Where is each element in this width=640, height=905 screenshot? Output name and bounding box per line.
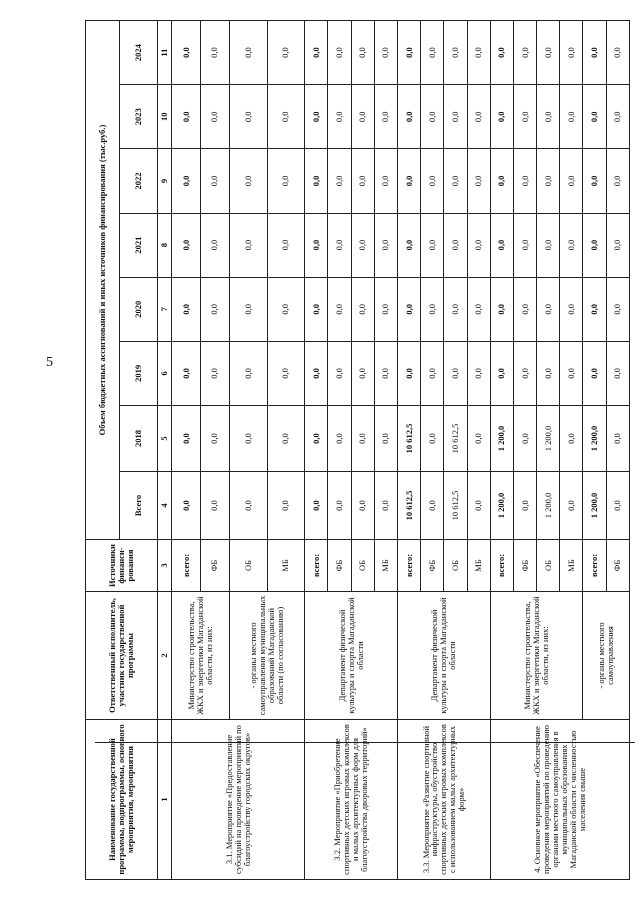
value-cell: 0,0 — [444, 149, 467, 213]
source-cell: всего: — [305, 540, 328, 592]
value-cell: 0,0 — [351, 472, 374, 540]
value-cell: 1 200,0 — [583, 406, 606, 472]
column-number-row — [158, 21, 172, 880]
header-year: 2020 — [120, 277, 158, 341]
executor-cell: - органы местного самоуправления — [583, 592, 630, 720]
column-number: 4 — [158, 472, 172, 540]
funding-table — [85, 20, 630, 880]
executor-cell: Департамент физической культуры и спорта Магаданской области — [305, 592, 398, 720]
source-cell: МБ — [560, 540, 583, 592]
value-cell: 0,0 — [490, 341, 513, 405]
header-year: 2023 — [120, 85, 158, 149]
value-cell: 0,0 — [172, 149, 201, 213]
activity-name: 3.2. Мероприятие «Приобретение спортивных детских игровых комплексов и малых архитектурных форм для благоустройства дворовых территорий» — [305, 720, 398, 880]
header-executor: Ответственный исполнитель, участник государственной программы — [86, 592, 158, 720]
executor-cell: Министерство строительства, ЖКХ и энергетики Магаданской области, из них: — [490, 592, 583, 720]
value-cell: 0,0 — [172, 472, 201, 540]
value-cell: 0,0 — [397, 85, 420, 149]
value-cell: 0,0 — [374, 21, 397, 85]
value-cell: 0,0 — [583, 213, 606, 277]
value-cell: 0,0 — [583, 149, 606, 213]
value-cell: 10 612,5 — [444, 472, 467, 540]
column-number: 2 — [158, 592, 172, 720]
activity-name: 3.1. Мероприятие «Предоставление субсидий на проведение мероприятий по благоустройству городских округов» — [172, 720, 305, 880]
value-cell: 0,0 — [229, 213, 267, 277]
value-cell: 0,0 — [606, 21, 629, 85]
value-cell: 0,0 — [421, 85, 444, 149]
value-cell: 0,0 — [328, 213, 351, 277]
value-cell: 0,0 — [467, 213, 490, 277]
value-cell: 0,0 — [560, 21, 583, 85]
value-cell: 0,0 — [328, 21, 351, 85]
activity-name: 3.3. Мероприятие «Развитие спортивной инфраструктуры, обустройство спортивных детских игровых комплексов с использованием малых архитектурных форм» — [397, 720, 490, 880]
value-cell: 0,0 — [200, 149, 229, 213]
value-cell: 0,0 — [421, 406, 444, 472]
value-cell: 0,0 — [267, 406, 305, 472]
value-cell: 0,0 — [537, 85, 560, 149]
value-cell: 0,0 — [583, 85, 606, 149]
value-cell: 10 612,5 — [444, 406, 467, 472]
value-cell: 10 612,5 — [397, 406, 420, 472]
column-number: 8 — [158, 213, 172, 277]
value-cell: 0,0 — [397, 277, 420, 341]
value-cell: 0,0 — [267, 213, 305, 277]
value-cell: 0,0 — [351, 21, 374, 85]
source-cell: всего: — [583, 540, 606, 592]
source-cell: ФБ — [200, 540, 229, 592]
value-cell: 0,0 — [513, 85, 536, 149]
value-cell: 0,0 — [172, 85, 201, 149]
value-cell: 0,0 — [328, 85, 351, 149]
value-cell: 0,0 — [560, 213, 583, 277]
value-cell: 0,0 — [351, 277, 374, 341]
source-cell: ФБ — [606, 540, 629, 592]
value-cell: 0,0 — [200, 472, 229, 540]
value-cell: 0,0 — [606, 472, 629, 540]
source-cell: ОБ — [229, 540, 267, 592]
value-cell: 0,0 — [490, 277, 513, 341]
value-cell: 0,0 — [513, 341, 536, 405]
value-cell: 1 200,0 — [490, 472, 513, 540]
value-cell: 1 200,0 — [537, 472, 560, 540]
rotated-table-wrapper — [85, 20, 630, 880]
value-cell: 0,0 — [305, 277, 328, 341]
value-cell: 0,0 — [200, 406, 229, 472]
source-cell: ОБ — [537, 540, 560, 592]
source-cell: МБ — [374, 540, 397, 592]
table-row — [305, 21, 328, 880]
value-cell: 0,0 — [421, 341, 444, 405]
value-cell: 0,0 — [172, 341, 201, 405]
source-cell: всего: — [397, 540, 420, 592]
value-cell: 0,0 — [200, 277, 229, 341]
value-cell: 0,0 — [467, 406, 490, 472]
value-cell: 0,0 — [490, 85, 513, 149]
header-total: Всего — [120, 472, 158, 540]
value-cell: 0,0 — [606, 277, 629, 341]
header-year: 2019 — [120, 341, 158, 405]
value-cell: 0,0 — [305, 149, 328, 213]
source-cell: ОБ — [351, 540, 374, 592]
value-cell: 0,0 — [397, 149, 420, 213]
value-cell: 0,0 — [606, 406, 629, 472]
value-cell: 0,0 — [328, 277, 351, 341]
column-number: 9 — [158, 149, 172, 213]
value-cell: 0,0 — [490, 213, 513, 277]
header-year: 2018 — [120, 406, 158, 472]
column-number: 1 — [158, 720, 172, 880]
value-cell: 0,0 — [328, 406, 351, 472]
value-cell: 0,0 — [305, 406, 328, 472]
column-number: 6 — [158, 341, 172, 405]
value-cell: 0,0 — [467, 149, 490, 213]
value-cell: 0,0 — [444, 213, 467, 277]
value-cell: 0,0 — [606, 213, 629, 277]
value-cell: 0,0 — [374, 277, 397, 341]
value-cell: 0,0 — [490, 21, 513, 85]
value-cell: 0,0 — [229, 85, 267, 149]
value-cell: 0,0 — [267, 149, 305, 213]
source-cell: МБ — [267, 540, 305, 592]
source-cell: ФБ — [328, 540, 351, 592]
value-cell: 0,0 — [537, 341, 560, 405]
value-cell: 0,0 — [513, 21, 536, 85]
executor-cell: - органы местного самоуправления муниципальных образований Магаданской области (по согласованию) — [229, 592, 304, 720]
column-number: 11 — [158, 21, 172, 85]
value-cell: 0,0 — [606, 85, 629, 149]
value-cell: 0,0 — [421, 213, 444, 277]
value-cell: 0,0 — [560, 85, 583, 149]
value-cell: 0,0 — [200, 213, 229, 277]
value-cell: 0,0 — [583, 21, 606, 85]
value-cell: 0,0 — [537, 149, 560, 213]
value-cell: 0,0 — [305, 85, 328, 149]
header-year: 2021 — [120, 213, 158, 277]
value-cell: 0,0 — [444, 341, 467, 405]
value-cell: 0,0 — [229, 406, 267, 472]
value-cell: 0,0 — [537, 277, 560, 341]
value-cell: 0,0 — [560, 277, 583, 341]
source-cell: всего: — [490, 540, 513, 592]
value-cell: 0,0 — [305, 21, 328, 85]
value-cell: 0,0 — [328, 472, 351, 540]
value-cell: 0,0 — [351, 149, 374, 213]
value-cell: 0,0 — [374, 406, 397, 472]
value-cell: 0,0 — [328, 149, 351, 213]
value-cell: 0,0 — [351, 85, 374, 149]
value-cell: 0,0 — [374, 85, 397, 149]
value-cell: 0,0 — [560, 472, 583, 540]
column-number: 10 — [158, 85, 172, 149]
header-source: Источники финанси-рования — [86, 540, 158, 592]
value-cell: 0,0 — [267, 472, 305, 540]
value-cell: 0,0 — [351, 341, 374, 405]
value-cell: 1 200,0 — [490, 406, 513, 472]
value-cell: 0,0 — [583, 277, 606, 341]
value-cell: 0,0 — [172, 277, 201, 341]
value-cell: 0,0 — [351, 406, 374, 472]
table-row — [397, 21, 420, 880]
column-number: 3 — [158, 540, 172, 592]
table-row — [490, 21, 513, 880]
value-cell: 0,0 — [583, 341, 606, 405]
value-cell: 0,0 — [606, 149, 629, 213]
header-name: Наименование государственной программы, подпрограммы, основного мероприятия, мероприятия — [86, 720, 158, 880]
value-cell: 0,0 — [606, 341, 629, 405]
column-number: 5 — [158, 406, 172, 472]
executor-cell: Департамент физической культуры и спорта Магаданской области — [397, 592, 490, 720]
value-cell: 0,0 — [267, 277, 305, 341]
value-cell: 0,0 — [537, 21, 560, 85]
value-cell: 0,0 — [421, 277, 444, 341]
table-body — [172, 21, 630, 880]
value-cell: 0,0 — [513, 149, 536, 213]
header-year: 2024 — [120, 21, 158, 85]
column-number: 7 — [158, 277, 172, 341]
value-cell: 0,0 — [229, 149, 267, 213]
value-cell: 0,0 — [305, 213, 328, 277]
value-cell: 0,0 — [229, 341, 267, 405]
header-year: 2022 — [120, 149, 158, 213]
value-cell: 0,0 — [513, 472, 536, 540]
executor-cell: Министерство строительства, ЖКХ и энергетики Магаданской области, из них: — [172, 592, 230, 720]
value-cell: 0,0 — [397, 213, 420, 277]
value-cell: 0,0 — [172, 213, 201, 277]
value-cell: 0,0 — [490, 149, 513, 213]
value-cell: 0,0 — [560, 341, 583, 405]
value-cell: 0,0 — [513, 213, 536, 277]
source-cell: ОБ — [444, 540, 467, 592]
value-cell: 0,0 — [467, 472, 490, 540]
value-cell: 0,0 — [560, 406, 583, 472]
value-cell: 0,0 — [513, 277, 536, 341]
value-cell: 0,0 — [467, 85, 490, 149]
value-cell: 0,0 — [421, 149, 444, 213]
value-cell: 0,0 — [421, 472, 444, 540]
value-cell: 0,0 — [229, 472, 267, 540]
value-cell: 0,0 — [229, 277, 267, 341]
value-cell: 0,0 — [267, 21, 305, 85]
value-cell: 0,0 — [351, 213, 374, 277]
value-cell: 0,0 — [467, 21, 490, 85]
value-cell: 0,0 — [444, 277, 467, 341]
value-cell: 0,0 — [374, 472, 397, 540]
value-cell: 0,0 — [305, 472, 328, 540]
value-cell: 0,0 — [467, 277, 490, 341]
value-cell: 0,0 — [229, 21, 267, 85]
value-cell: 0,0 — [267, 85, 305, 149]
value-cell: 0,0 — [267, 341, 305, 405]
value-cell: 0,0 — [444, 85, 467, 149]
value-cell: 0,0 — [397, 341, 420, 405]
value-cell: 1 200,0 — [583, 472, 606, 540]
value-cell: 0,0 — [200, 21, 229, 85]
value-cell: 0,0 — [328, 341, 351, 405]
value-cell: 0,0 — [467, 341, 490, 405]
value-cell: 0,0 — [421, 21, 444, 85]
value-cell: 10 612,5 — [397, 472, 420, 540]
value-cell: 1 200,0 — [537, 406, 560, 472]
header-funding: Объем бюджетных ассигнований и иных источников финансирования (тыс.руб.) — [86, 21, 120, 540]
value-cell: 0,0 — [560, 149, 583, 213]
value-cell: 0,0 — [172, 406, 201, 472]
source-cell: МБ — [467, 540, 490, 592]
value-cell: 0,0 — [200, 85, 229, 149]
value-cell: 0,0 — [397, 21, 420, 85]
value-cell: 0,0 — [374, 213, 397, 277]
source-cell: всего: — [172, 540, 201, 592]
table-row — [172, 21, 201, 880]
value-cell: 0,0 — [172, 21, 201, 85]
activity-name: 4. Основное мероприятие «Обеспечение проведения мероприятий по проведению органами местного самоуправления в муниципальных образованиях Магаданской области с численностью населения свыше — [490, 720, 629, 880]
value-cell: 0,0 — [537, 213, 560, 277]
value-cell: 0,0 — [305, 341, 328, 405]
value-cell: 0,0 — [513, 406, 536, 472]
value-cell: 0,0 — [200, 341, 229, 405]
page-number: 5 — [46, 355, 53, 370]
value-cell: 0,0 — [374, 149, 397, 213]
source-cell: ФБ — [421, 540, 444, 592]
value-cell: 0,0 — [444, 21, 467, 85]
source-cell: ФБ — [513, 540, 536, 592]
value-cell: 0,0 — [374, 341, 397, 405]
